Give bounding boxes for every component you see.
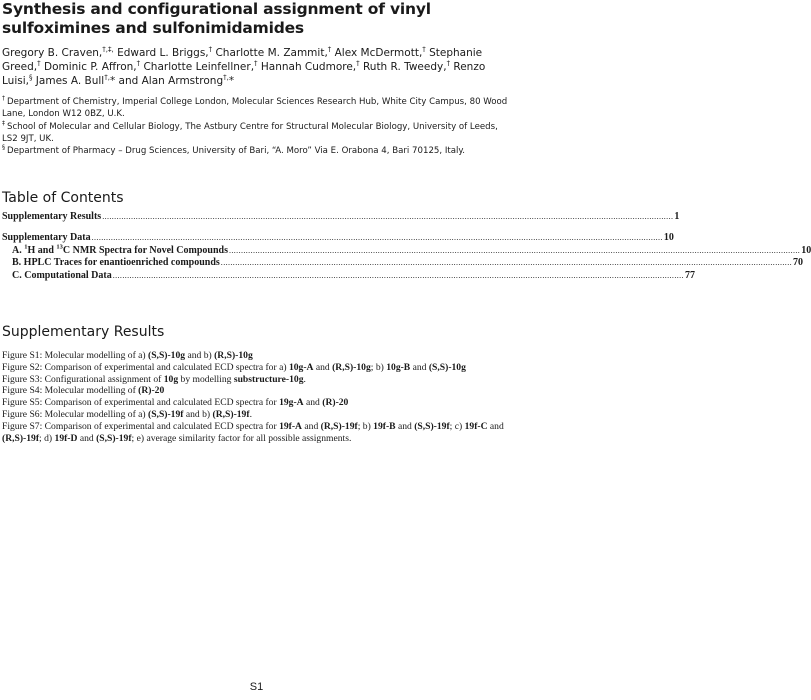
figure-caption-text: and	[77, 432, 97, 444]
compound-label: (S,S)-10g	[428, 361, 466, 373]
figure-entry[interactable]	[2, 350, 506, 362]
figure-caption-text: and	[395, 420, 415, 432]
figure-caption-text: and	[410, 361, 429, 373]
author-affiliation-mark: †,	[223, 73, 229, 82]
toc-leader-dots: ..............................................................................................................................................................................................................................................	[228, 245, 801, 255]
figure-list	[2, 350, 506, 444]
compound-label: (S,S)-19f	[414, 420, 450, 432]
compound-label: 19f-B	[373, 420, 396, 432]
author-affiliation-mark: †	[327, 45, 332, 54]
toc-page-number: 77	[684, 270, 695, 282]
figure-entry[interactable]	[2, 397, 506, 409]
figure-caption-text: and b)	[183, 408, 213, 420]
author-affiliation-mark: †	[208, 45, 213, 54]
affiliation	[2, 121, 510, 146]
toc-page-number: 10	[663, 231, 674, 243]
toc-entry-hplc-traces[interactable]	[2, 257, 803, 270]
compound-label: (R,S)-10g	[214, 350, 253, 361]
page-number: S1	[249, 681, 264, 693]
figure-caption-text: Figure S4: Molecular modelling of	[2, 385, 139, 397]
figure-entry[interactable]	[2, 421, 506, 445]
figure-caption-text: Figure S1: Molecular modelling of a)	[2, 350, 149, 361]
author-affiliation-mark: †	[446, 59, 451, 68]
author-affiliation-mark: †	[136, 59, 141, 68]
affiliation	[2, 96, 510, 121]
figure-caption-text: and b)	[185, 350, 215, 361]
author-name: Hannah Cudmore,	[257, 61, 357, 73]
compound-label: (R,S)-19f	[2, 432, 40, 444]
compound-label: (R)-20	[322, 397, 349, 409]
toc-leader-dots: ..............................................................................................................................................................................................................................................	[91, 232, 663, 242]
author-name: Renzo Luisi,	[2, 61, 486, 87]
author-name: Dominic P. Affron,	[40, 61, 137, 73]
figure-caption-text: by modelling	[178, 373, 234, 385]
toc-leader-dots: ..............................................................................................................................................................................................................................................	[112, 271, 684, 281]
compound-label: 19f-A	[279, 420, 302, 432]
compound-label: 10g-A	[288, 361, 314, 373]
author-name: Charlotte M. Zammit,	[212, 47, 328, 59]
figure-caption-text: ; d)	[39, 432, 55, 444]
compound-label: 19f-C	[464, 420, 488, 432]
figure-entry[interactable]	[2, 374, 506, 386]
compound-label: (R,S)-19f	[212, 408, 250, 420]
affiliation-text: Department of Pharmacy – Drug Sciences, University of Bari, “A. Moro” Via E. Orabona 4, Bari 70125, Italy.	[7, 146, 465, 157]
compound-label: 19f-D	[54, 432, 78, 444]
compound-label: (S,S)-19f	[148, 408, 184, 420]
author-name: Stephanie Greed,	[2, 47, 483, 73]
toc-entry-label: B. HPLC Traces for enantioenriched compounds	[12, 257, 220, 269]
compound-label: 10g-B	[386, 361, 411, 373]
author-affiliation-mark: †,‡,	[102, 45, 114, 54]
author-name: * and Alan Armstrong	[109, 75, 224, 87]
author-affiliation-mark: †	[422, 45, 426, 54]
toc-entry-label: C. Computational Data	[12, 270, 112, 282]
paper-title: Synthesis and configurational assignment of vinyl sulfoximines and sulfonimidamides	[2, 0, 431, 37]
compound-label: (R,S)-10g	[332, 361, 371, 373]
toc-page-number: 1	[674, 211, 680, 222]
compound-label: (R,S)-19f	[320, 420, 358, 432]
affiliation-mark: §	[2, 144, 5, 152]
compound-label: (R)-20	[138, 385, 165, 397]
figure-caption-text: and	[313, 361, 333, 373]
author-affiliation-mark: †	[254, 59, 258, 68]
compound-label: (S,S)-19f	[96, 432, 132, 444]
compound-label: substructure-10g	[233, 373, 304, 385]
figure-entry[interactable]	[2, 385, 506, 397]
figure-caption-text: ; b)	[357, 420, 374, 432]
toc-entry-computational-data[interactable]	[2, 270, 695, 283]
figure-caption-text: ; e) average similarity factor for all possible assignments.	[131, 432, 352, 444]
table-of-contents	[2, 211, 811, 283]
supplementary-results-heading: Supplementary Results	[2, 324, 165, 340]
affiliation-text: School of Molecular and Cellular Biology, The Astbury Centre for Structural Molecular Biology, University of Leeds, LS2 9JT, UK.	[2, 121, 498, 144]
toc-entry-label: A. $^1$H and $^{13}$C NMR Spectra for Novel Compounds	[12, 243, 228, 256]
toc-leader-dots: ..............................................................................................................................................................................................................................................	[102, 212, 674, 221]
figure-caption-text: ; c)	[449, 420, 465, 432]
author-name: Charlotte Leinfellner,	[140, 61, 255, 73]
toc-leader-dots: ..............................................................................................................................................................................................................................................	[220, 258, 792, 268]
figure-entry[interactable]	[2, 409, 506, 421]
figure-caption-text: .	[249, 408, 252, 420]
figure-caption-text: Figure S7: Comparison of experimental and calculated ECD spectra for	[2, 420, 280, 432]
affiliation-mark: ‡	[2, 119, 5, 127]
figure-caption-text: Figure S3: Configurational assignment of	[2, 373, 164, 385]
toc-entry-supplementary-results[interactable]	[2, 211, 680, 224]
figure-caption-text: and	[302, 420, 321, 432]
compound-label: 19g-A	[279, 397, 304, 409]
affiliation-mark: †	[2, 95, 5, 103]
figure-caption-text: and	[487, 420, 504, 432]
author-affiliation-mark: †	[37, 59, 41, 68]
figure-caption-text: and	[303, 397, 323, 409]
toc-page-number: 70	[793, 257, 803, 269]
figure-caption-text: Figure S6: Molecular modelling of a)	[2, 408, 149, 420]
author-affiliation-mark: †,	[104, 73, 110, 82]
compound-label: 10g	[163, 373, 179, 385]
toc-entry-nmr-spectra[interactable]	[2, 243, 811, 258]
author-affiliation-mark: §	[28, 73, 33, 82]
figure-caption-text: ; b)	[370, 361, 387, 373]
toc-heading: Table of Contents	[2, 190, 124, 206]
author-name: *	[228, 75, 235, 87]
author-name: Alex McDermott,	[331, 47, 423, 59]
affiliation-text: Department of Chemistry, Imperial College London, Molecular Sciences Research Hub, White City Campus, 80 Wood Lane, London W12 0BZ, U.K.	[2, 97, 508, 120]
toc-entry-label: Supplementary Data	[2, 231, 91, 243]
compound-label: (S,S)-10g	[148, 350, 186, 361]
affiliation-list	[2, 96, 510, 157]
author-list	[2, 46, 510, 88]
author-name: Gregory B. Craven,	[2, 47, 103, 59]
figure-caption-text: Figure S5: Comparison of experimental and calculated ECD spectra for	[2, 397, 280, 409]
author-name: James A. Bull	[32, 75, 105, 87]
figure-caption-text: .	[303, 373, 306, 385]
toc-page-number: 10	[801, 244, 811, 256]
figure-caption-text: Figure S2: Comparison of experimental and calculated ECD spectra for a)	[2, 361, 289, 373]
toc-entry-label: Supplementary Results	[2, 211, 102, 222]
toc-entry-supplementary-data[interactable]	[2, 231, 674, 245]
affiliation	[2, 145, 510, 157]
figure-entry[interactable]	[2, 362, 506, 374]
author-affiliation-mark: †	[356, 59, 360, 68]
author-name: Edward L. Briggs,	[113, 47, 209, 59]
author-name: Ruth R. Tweedy,	[359, 61, 447, 73]
